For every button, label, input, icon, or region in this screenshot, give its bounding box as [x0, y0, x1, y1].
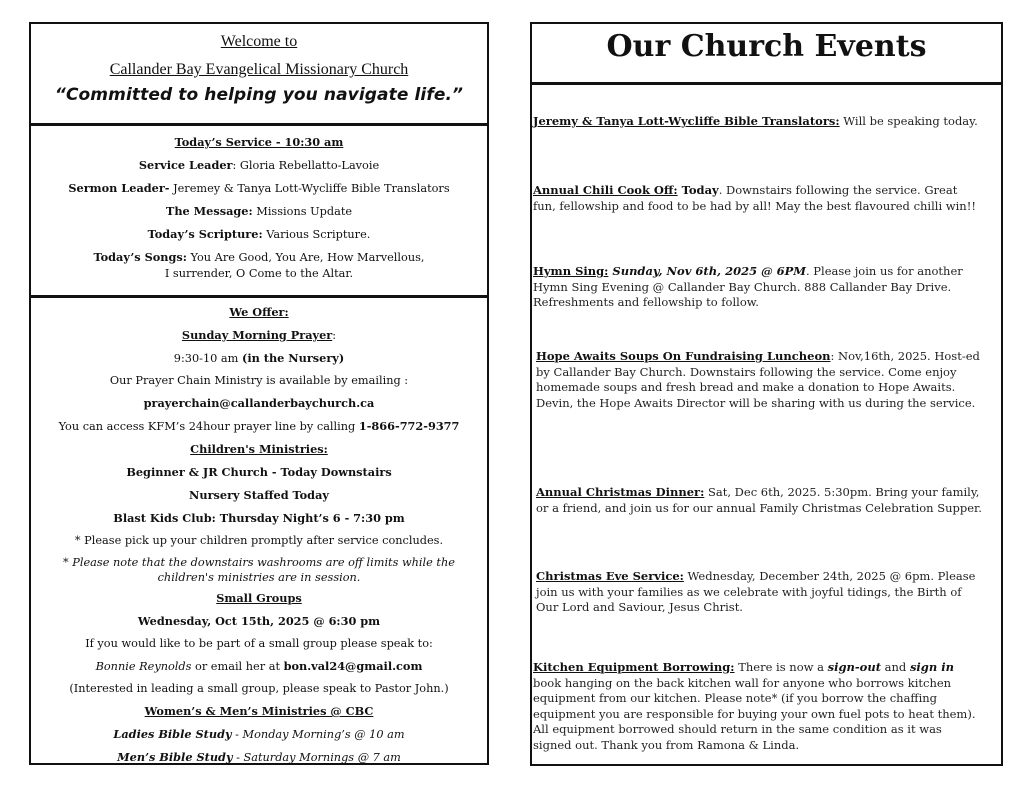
ministries-heading: Women’s & Men’s Ministries @ CBC: [144, 704, 374, 718]
childrens-ministries-heading: Children's Ministries:: [190, 442, 328, 456]
events-title: Our Church Events: [532, 24, 1001, 85]
small-groups-text: If you would like to be part of a small group please speak to:: [85, 637, 433, 650]
small-groups-contact: Bonnie Reynolds or email her at bon.val24@gmail.com: [95, 659, 423, 673]
scripture-row: Today’s Scripture: Various Scripture.: [147, 227, 371, 241]
songs-row: Today’s Songs: You Are Good, You Are, How Marvellous,: [93, 250, 425, 264]
event-item: Hope Awaits Soups On Fundraising Luncheon: Nov,16th, 2025. Host-ed by Callander Bay Church. Downstairs following the service. Come enjoy homemade soups and fresh bread and make a donation to Hope Awaits. Devin, the Hope Awaits Director will be sharing with us during the service.: [536, 349, 980, 410]
prayer-chain-email-link[interactable]: prayerchain@callanderbaychurch.ca: [143, 396, 375, 410]
welcome-heading: Welcome to: [220, 33, 298, 50]
church-name: Callander Bay Evangelical Missionary Church: [109, 61, 409, 78]
washroom-note-continued: children's ministries are in session.: [157, 571, 361, 584]
washroom-note: * Please note that the downstairs washrooms are off limits while the: [63, 556, 455, 569]
mens-bible-study: Men’s Bible Study - Saturday Mornings @ 7 am: [117, 750, 401, 764]
church-tagline: “Committed to helping you navigate life.”: [54, 85, 464, 105]
kfm-phone-number[interactable]: 1-866-772-9377: [358, 419, 460, 433]
kfm-prayer-line: You can access KFM’s 24hour prayer line by calling 1-866-772-9377: [58, 419, 460, 433]
event-item: Annual Chili Cook Off: Today. Downstairs following the service. Great fun, fellowship and food to be had by all! May the best flavoured chilli win!!: [533, 183, 976, 213]
pickup-note: * Please pick up your children promptly after service concludes.: [74, 534, 444, 547]
we-offer-box: We Offer: Sunday Morning Prayer: 9:30-10 am (in the Nursery) Our Prayer Chain Ministry is available by emailing : prayerchain@callanderbaychurch.ca You can access KFM’s 24hour prayer line by calling 1-866-772-9377 Children's Ministries: Beginner & JR Church - Today Downstairs Nursery Staffed Today Blast Kids Club: Thursday Night’s 6 - 7:30 pm * Please pick up your children promptly after service concludes. * Please note that the downstairs washrooms are off limits while the children's ministries are in session. Small Groups Wednesday, Oct 15th, 2025 @ 6:30 pm If you would like to be part of a small group please speak to: Bonnie Reynolds or email her at bon.val24@gmail.com (Interested in leading a small group, please speak to Pastor John.) Women’s & Men’s Ministries @ CBC Ladies Bible Study - Monday Morning’s @ 10 am Men’s Bible Study - Saturday Mornings @ 7 am: [31, 298, 487, 769]
event-item: Annual Christmas Dinner: Sat, Dec 6th, 2025. 5:30pm. Bring your family, or a friend, and join us for our annual Family Christmas Celebration Supper.: [536, 485, 982, 515]
welcome-box: [31, 24, 487, 126]
we-offer-heading: We Offer:: [229, 305, 289, 319]
service-heading: Today’s Service - 10:30 am: [174, 135, 344, 149]
small-groups-email-link[interactable]: bon.val24@gmail.com: [283, 659, 423, 673]
small-groups-leading: (Interested in leading a small group, please speak to Pastor John.): [69, 682, 449, 695]
small-groups-date: Wednesday, Oct 15th, 2025 @ 6:30 pm: [137, 614, 381, 628]
children-item: Blast Kids Club: Thursday Night’s 6 - 7:30 pm: [113, 511, 405, 525]
sunday-prayer-heading: Sunday Morning Prayer: [181, 328, 333, 342]
event-item: Kitchen Equipment Borrowing: There is now a sign-out and sign in book hanging on the back kitchen wall for anyone who borrows kitchen equipment from our kitchen. Please note* (if you borrow the chaffing equipment you are responsible for buying your own fuel pots to heat them). All equipment borrowed should return in the same condition as it was signed out. Thank you from Ramona & Linda.: [533, 660, 976, 752]
songs-row-continued: I surrender, O Come to the Altar.: [164, 267, 354, 280]
todays-service-box: [31, 126, 487, 298]
prayer-time: 9:30-10 am (in the Nursery): [173, 351, 345, 365]
children-item: Beginner & JR Church - Today Downstairs: [126, 465, 392, 479]
event-item: Jeremy & Tanya Lott-Wycliffe Bible Translators: Will be speaking today.: [533, 114, 978, 128]
ladies-bible-study: Ladies Bible Study - Monday Morning’s @ 10 am: [113, 727, 405, 741]
bulletin-right-panel: [530, 22, 1003, 766]
sermon-leader-row: Sermon Leader- Jeremey & Tanya Lott-Wycliffe Bible Translators: [68, 181, 450, 195]
event-item: Hymn Sing: Sunday, Nov 6th, 2025 @ 6PM. Please join us for another Hymn Sing Evening @ Callander Bay Church. 888 Callander Bay Drive. Refreshments and fellowship to follow.: [533, 264, 963, 309]
event-item: Christmas Eve Service: Wednesday, December 24th, 2025 @ 6pm. Please join us with your families as we celebrate with joyful tidings, the Birth of Our Lord and Saviour, Jesus Christ.: [536, 569, 976, 614]
service-leader-row: Service Leader: Gloria Rebellatto-Lavoie: [138, 158, 380, 172]
bulletin-left-panel: [29, 22, 489, 765]
prayer-chain-text: Our Prayer Chain Ministry is available by emailing :: [109, 374, 409, 387]
small-groups-heading: Small Groups: [216, 591, 302, 605]
message-row: The Message: Missions Update: [165, 204, 353, 218]
children-item: Nursery Staffed Today: [189, 488, 329, 502]
